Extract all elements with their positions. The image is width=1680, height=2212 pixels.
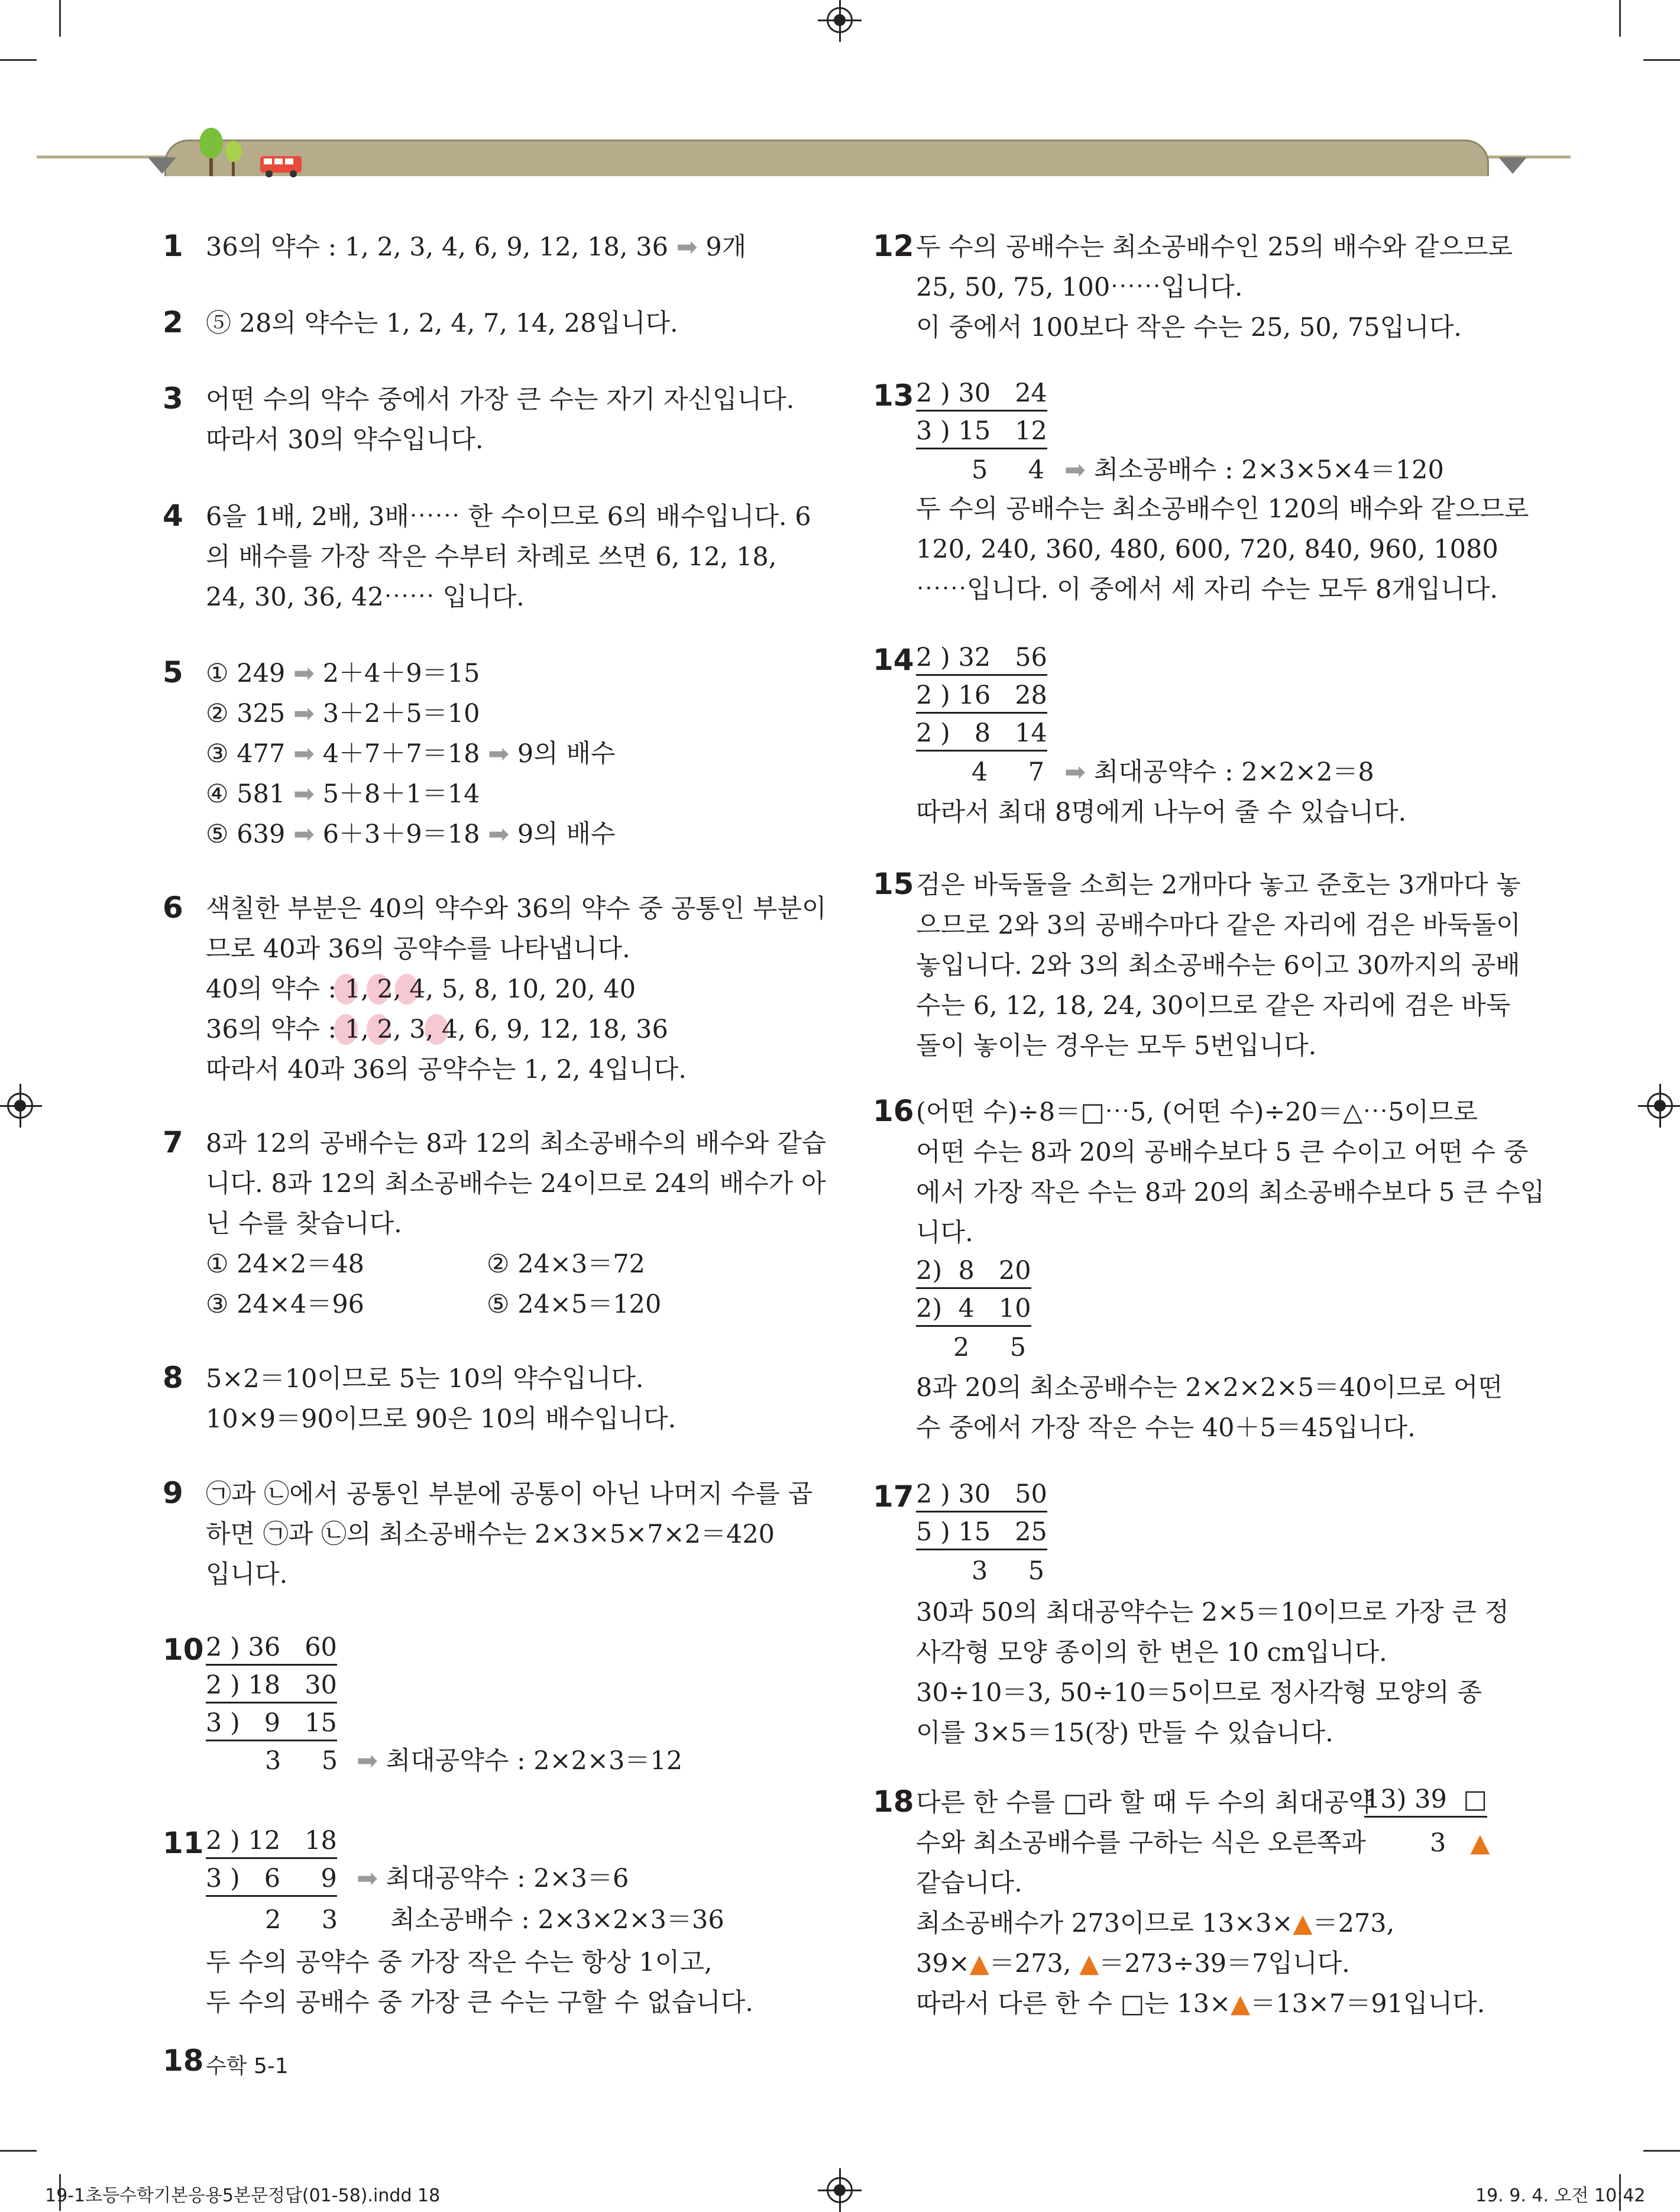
answer-2-line: ⑤ 28의 약수는 1, 2, 4, 7, 14, 28입니다.: [206, 309, 678, 338]
answer-16-line: (어떤 수)÷8＝□⋯5, (어떤 수)÷20＝△⋯5이므로: [916, 1097, 1478, 1127]
answer-18-line: 다른 한 수를 □라 할 때 두 수의 최대공약: [916, 1788, 1374, 1818]
answer-16-line: 에서 가장 작은 수는 8과 20의 최소공배수보다 5 큰 수입: [916, 1178, 1545, 1207]
answer-8-line: 5×2＝10이므로 5는 10의 약수입니다.: [206, 1364, 644, 1394]
header-arrow-right-icon: [1498, 157, 1527, 174]
answer-3-line: 어떤 수의 약수 중에서 가장 큰 수는 자기 자신입니다.: [206, 385, 795, 414]
answer-number-18: 18: [873, 1785, 914, 1819]
answer-15-line: 수는 6, 12, 18, 24, 30이므로 같은 자리에 검은 바둑: [916, 991, 1511, 1021]
division-row: 2) 4 10: [916, 1292, 1031, 1327]
answer-18-line: 수와 최소공배수를 구하는 식은 오른쪽과: [916, 1828, 1366, 1858]
division-quotient: 2 5: [953, 1333, 1027, 1362]
answer-7-line: 닌 수를 찾습니다.: [206, 1209, 402, 1239]
answer-5-line: ② 325 ➡ 3＋2＋5＝10: [206, 699, 480, 728]
division-row: 2 ) 30 24: [916, 377, 1047, 412]
answer-17-line: 30과 50의 최대공약수는 2×5＝10이므로 가장 큰 정: [916, 1598, 1509, 1627]
answer-4-line: 의 배수를 가장 작은 수부터 차례로 쓰면 6, 12, 18,: [206, 542, 777, 572]
answer-14-line: 따라서 최대 8명에게 나누어 줄 수 있습니다.: [916, 798, 1407, 827]
answer-18-line: 39×▲＝273, ▲＝273÷39＝7입니다.: [916, 1949, 1350, 1978]
answer-number-6: 6: [163, 890, 183, 925]
answer-6-line: 므로 40과 36의 공약수를 나타냅니다.: [206, 934, 630, 964]
answer-13-line: 120, 240, 360, 480, 600, 720, 840, 960, 1080: [916, 535, 1498, 564]
answer-7-line: ① 24×2＝48: [206, 1249, 365, 1279]
division-row: 13) 39 □: [1364, 1783, 1487, 1818]
answer-18-line: 최소공배수가 273이므로 13×3×▲＝273,: [916, 1909, 1395, 1938]
answer-4-line: 6을 1배, 2배, 3배⋯⋯ 한 수이므로 6의 배수입니다. 6: [206, 502, 811, 532]
division-row: 2 ) 36 60: [206, 1631, 337, 1666]
answer-number-3: 3: [163, 381, 183, 416]
answer-1-line: 36의 약수 : 1, 2, 3, 4, 6, 9, 12, 18, 36 ➡ 9개: [206, 232, 747, 262]
crop-mark: [1619, 0, 1621, 37]
answer-7-line: ② 24×3＝72: [487, 1249, 646, 1279]
answer-number-17: 17: [873, 1479, 914, 1514]
division-row: 2 ) 18 30: [206, 1669, 337, 1703]
answer-17-line: 이를 3×5＝15(장) 만들 수 있습니다.: [916, 1718, 1333, 1748]
division-quotient: 2 3: [265, 1905, 338, 1935]
answer-3-line: 따라서 30의 약수입니다.: [206, 425, 484, 455]
answer-4-line: 24, 30, 36, 42⋯⋯ 입니다.: [206, 582, 525, 612]
print-file-name: 19-1초등수학기본응용5본문정답(01-58).indd 18: [45, 2185, 441, 2206]
answer-5-line: ④ 581 ➡ 5＋8＋1＝14: [206, 779, 480, 809]
header-tab: [164, 140, 1489, 176]
answer-12-line: 25, 50, 75, 100⋯⋯입니다.: [916, 273, 1243, 302]
book-title: 수학 5-1: [206, 2054, 289, 2078]
division-row: 3 ) 9 15: [206, 1706, 337, 1741]
answer-13-line: ➡ 최소공배수 : 2×3×5×4＝120: [1064, 455, 1444, 485]
registration-mark-icon: [7, 1093, 33, 1119]
answer-11-line: 두 수의 공약수 중 가장 작은 수는 항상 1이고,: [206, 1948, 713, 1977]
division-row: 5 ) 15 25: [916, 1515, 1047, 1550]
registration-mark-icon: [1647, 1093, 1673, 1119]
answer-7-line: 8과 12의 공배수는 8과 12의 최소공배수의 배수와 같습: [206, 1129, 827, 1158]
answer-12-line: 두 수의 공배수는 최소공배수인 25의 배수와 같으므로: [916, 232, 1513, 262]
crop-mark: [1643, 59, 1680, 61]
answer-13-line: 두 수의 공배수는 최소공배수인 120의 배수와 같으므로: [916, 494, 1529, 524]
registration-mark-icon: [827, 7, 853, 33]
answer-7-line: ⑤ 24×5＝120: [487, 1290, 662, 1319]
crop-mark: [0, 59, 37, 61]
division-quotient: 4 7: [972, 757, 1045, 787]
answer-7-line: ③ 24×4＝96: [206, 1290, 365, 1319]
answer-9-line: ㉠과 ㉡에서 공통인 부분에 공통이 아닌 나머지 수를 곱: [206, 1479, 813, 1509]
division-row: 2 ) 8 14: [916, 717, 1047, 752]
answer-11-line: 두 수의 공배수 중 가장 큰 수는 구할 수 없습니다.: [206, 1988, 753, 2017]
print-date: 19. 9. 4. 오전 10:42: [1475, 2185, 1646, 2206]
answer-5-line: ① 249 ➡ 2＋4＋9＝15: [206, 659, 480, 688]
division-row: 3 ) 15 12: [916, 414, 1047, 449]
division-row: 2 ) 32 56: [916, 641, 1047, 676]
answer-10-line: ➡ 최대공약수 : 2×2×3＝12: [357, 1746, 683, 1776]
answer-number-13: 13: [873, 378, 914, 413]
page-number: 18: [163, 2043, 204, 2078]
division-row: 2 ) 30 50: [916, 1478, 1047, 1513]
answer-16-line: 니다.: [916, 1218, 973, 1248]
answer-15-line: 검은 바둑돌을 소희는 2개마다 놓고 준호는 3개마다 놓: [916, 870, 1521, 900]
answer-number-12: 12: [873, 229, 914, 263]
answer-5-line: ③ 477 ➡ 4＋7＋7＝18 ➡ 9의 배수: [206, 739, 616, 769]
answer-12-line: 이 중에서 100보다 작은 수는 25, 50, 75입니다.: [916, 313, 1462, 342]
header-arrow-left-icon: [148, 157, 176, 174]
division-row: 3 ) 6 9: [206, 1862, 337, 1897]
answer-15-line: 돌이 놓이는 경우는 모두 5번입니다.: [916, 1031, 1317, 1061]
division-quotient: 3 ▲: [1430, 1828, 1490, 1858]
answer-11-line: ➡ 최대공약수 : 2×3＝6: [357, 1864, 629, 1893]
division-quotient: 3 5: [265, 1746, 338, 1776]
answer-number-9: 9: [163, 1476, 183, 1510]
answer-15-line: 으므로 2와 3의 공배수마다 같은 자리에 검은 바둑돌이: [916, 911, 1521, 940]
answer-6-line: 36의 약수 : 1, 2, 3, 4, 6, 9, 12, 18, 36: [206, 1015, 668, 1044]
answer-number-5: 5: [163, 655, 183, 689]
answer-11-line: 최소공배수 : 2×3×2×3＝36: [390, 1905, 724, 1935]
answer-13-line: ⋯⋯입니다. 이 중에서 세 자리 수는 모두 8개입니다.: [916, 575, 1498, 604]
tree-bus-logo-icon: [195, 125, 313, 179]
answer-16-line: 어떤 수는 8과 20의 공배수보다 5 큰 수이고 어떤 수 중: [916, 1138, 1529, 1167]
answer-number-1: 1: [163, 229, 183, 263]
answer-6-line: 색칠한 부분은 40의 약수와 36의 약수 중 공통인 부분이: [206, 894, 827, 924]
division-quotient: 3 5: [972, 1556, 1045, 1586]
answer-number-10: 10: [163, 1633, 204, 1667]
answer-18-line: 같습니다.: [916, 1868, 1022, 1898]
answer-number-15: 15: [873, 867, 914, 901]
answer-number-2: 2: [163, 305, 183, 339]
answer-16-line: 8과 20의 최소공배수는 2×2×2×5＝40이므로 어떤: [916, 1373, 1503, 1403]
answer-7-line: 니다. 8과 12의 최소공배수는 24이므로 24의 배수가 아: [206, 1169, 826, 1199]
answer-8-line: 10×9＝90이므로 90은 10의 배수입니다.: [206, 1404, 676, 1434]
registration-mark-icon: [827, 2177, 853, 2203]
division-quotient: 5 4: [972, 455, 1045, 485]
crop-mark: [0, 2150, 37, 2152]
answer-14-line: ➡ 최대공약수 : 2×2×2＝8: [1064, 757, 1374, 787]
answer-number-4: 4: [163, 498, 183, 533]
answer-number-16: 16: [873, 1094, 914, 1128]
division-row: 2 ) 12 18: [206, 1824, 337, 1859]
answer-6-line: 따라서 40과 36의 공약수는 1, 2, 4입니다.: [206, 1055, 687, 1084]
answer-17-line: 30÷10＝3, 50÷10＝5이므로 정사각형 모양의 종: [916, 1678, 1482, 1708]
answer-15-line: 놓입니다. 2와 3의 최소공배수는 6이고 30까지의 공배: [916, 951, 1520, 980]
division-row: 2 ) 16 28: [916, 679, 1047, 714]
answer-9-line: 입니다.: [206, 1560, 288, 1589]
answer-9-line: 하면 ㉠과 ㉡의 최소공배수는 2×3×5×7×2＝420: [206, 1520, 775, 1549]
answer-number-11: 11: [163, 1826, 204, 1860]
answer-number-7: 7: [163, 1125, 183, 1160]
division-row: 2) 8 20: [916, 1254, 1031, 1289]
answer-number-14: 14: [873, 643, 914, 677]
crop-mark: [59, 0, 61, 37]
answer-17-line: 사각형 모양 종이의 한 변은 10 cm입니다.: [916, 1638, 1387, 1667]
answer-16-line: 수 중에서 가장 작은 수는 40＋5＝45입니다.: [916, 1413, 1416, 1443]
crop-mark: [1643, 2150, 1680, 2152]
answer-number-8: 8: [163, 1361, 183, 1395]
answer-5-line: ⑤ 639 ➡ 6＋3＋9＝18 ➡ 9의 배수: [206, 820, 616, 849]
answer-6-line: 40의 약수 : 1, 2, 4, 5, 8, 10, 20, 40: [206, 974, 636, 1004]
answer-18-line: 따라서 다른 한 수 □는 13×▲＝13×7＝91입니다.: [916, 1989, 1485, 2019]
